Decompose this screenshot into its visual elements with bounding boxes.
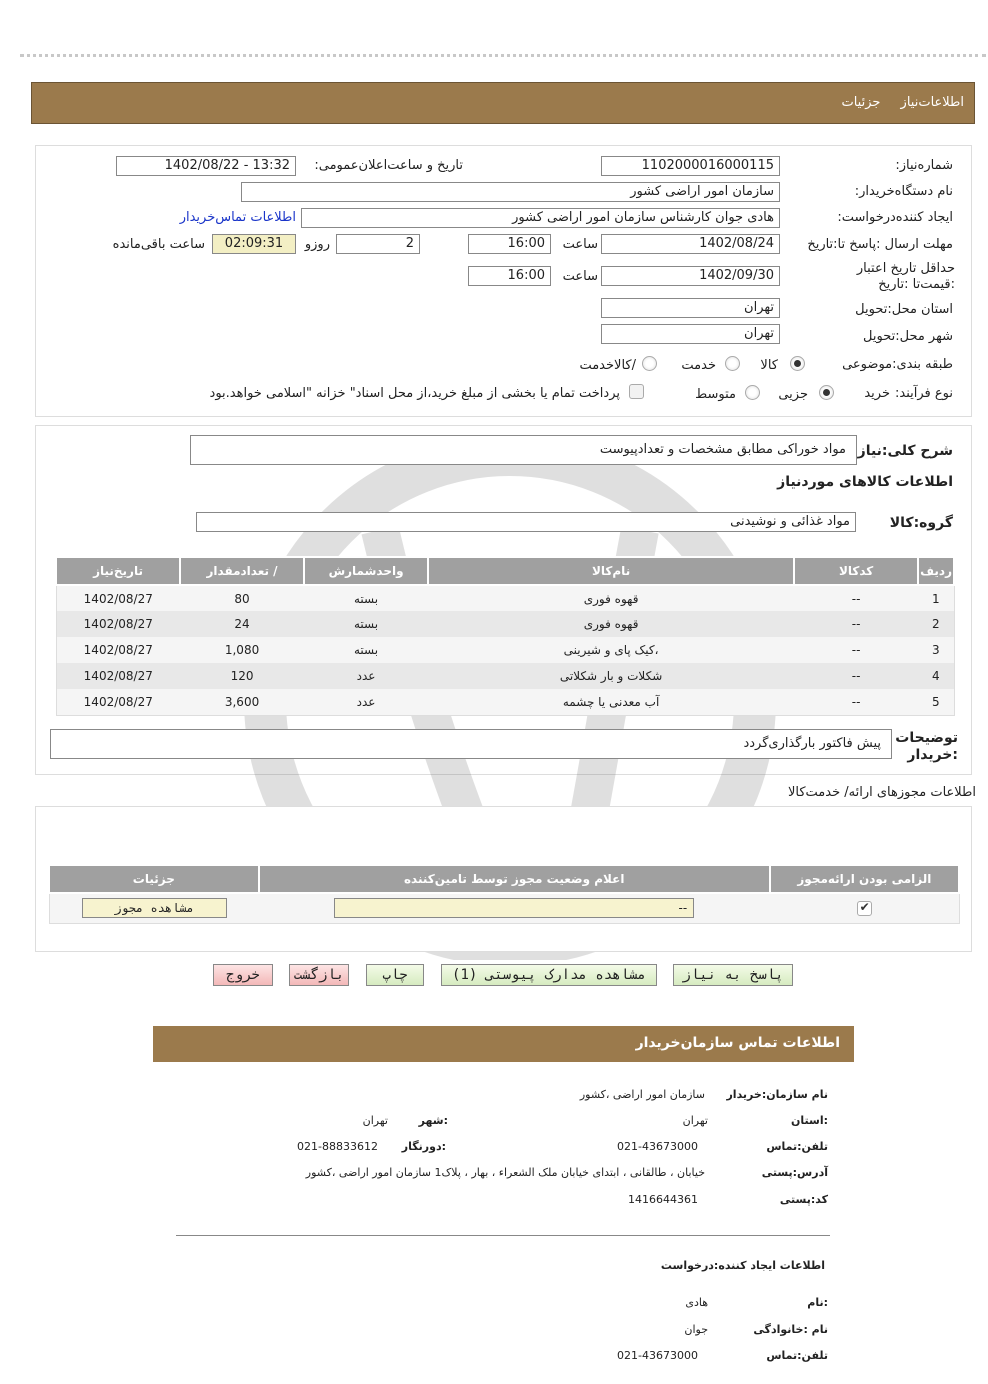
cell-quantity: 3,600 [180, 689, 304, 715]
contact-city-value: تهران [362, 1114, 388, 1127]
treasury-note: پرداخت تمام یا بخشی از مبلغ خرید،از محل اسناد" خزانه "اسلامی خواهد.بود [209, 386, 620, 401]
buyer-notes-label: توضیحات :خریدار [895, 730, 958, 763]
deadline-time-field: 16:00 [468, 234, 551, 254]
cell-unit: عدد [304, 689, 428, 715]
cell-row: 4 [918, 663, 954, 689]
cell-name: قهوه فوری [428, 611, 794, 637]
cell-date: 1402/08/27 [56, 663, 180, 689]
creator-name-value: هادی [685, 1296, 708, 1309]
remaining-time-field: 02:09:31 [212, 234, 296, 254]
cell-code: -- [794, 611, 918, 637]
cell-date: 1402/08/27 [56, 611, 180, 637]
process-partial-label: جزیی [778, 387, 808, 402]
process-buy-label: خرید [864, 386, 890, 401]
table-row [56, 689, 954, 715]
province-label: استان محل:تحویل [855, 302, 953, 317]
announce-field: 1402/08/22 - 13:32 [116, 156, 296, 176]
col-code: کدکالا [794, 557, 918, 585]
category-label: طبقه بندی:موضوعی [842, 357, 953, 372]
contact-header: اطلاعات تماس سازمان‌خریدار [153, 1026, 854, 1062]
cell-quantity: 1,080 [180, 637, 304, 663]
view-permit-button[interactable]: مشاهده مجوز [82, 898, 227, 918]
cell-date: 1402/08/27 [56, 637, 180, 663]
contact-province-label: :استان [791, 1114, 828, 1127]
process-medium-radio[interactable] [745, 385, 760, 400]
city-label: شهر محل:تحویل [863, 329, 953, 344]
permit-details-cell [49, 893, 259, 923]
buyer-org-field: سازمان امور اراضی کشور [241, 182, 780, 202]
tab-details[interactable]: جزئیات [841, 95, 881, 110]
cell-unit: بسته [304, 585, 428, 611]
permit-required-cell [770, 893, 959, 923]
col-date: تاریخ‌نیاز [56, 557, 180, 585]
category-goods-radio[interactable] [790, 356, 805, 371]
permit-status-cell [259, 893, 770, 923]
table-row [56, 637, 954, 663]
table-row [56, 611, 954, 637]
category-both-radio[interactable] [642, 356, 657, 371]
days-field: 2 [336, 234, 420, 254]
creator-family-label: نام :خانوادگی [753, 1323, 828, 1336]
permits-table [48, 864, 960, 924]
cell-code: -- [794, 585, 918, 611]
reply-button[interactable]: پاسخ به نیاز [673, 964, 793, 986]
permit-required-checkbox[interactable] [857, 901, 872, 916]
creator-field: هادی جوان کارشناس سازمان امور اراضی کشور [301, 208, 780, 228]
cell-date: 1402/08/27 [56, 689, 180, 715]
contact-address-label: آدرس:پستی [761, 1166, 828, 1179]
cell-row: 3 [918, 637, 954, 663]
contact-address-value: خیابان ، طالقانی ، ابتدای خیابان ملک الشعراء ، بهار ، پلاک1 سازمان امور اراضی ،کشور [305, 1166, 705, 1179]
category-both-label: /کالاخدمت [579, 358, 636, 373]
back-button[interactable]: بازگشت [289, 964, 349, 986]
remaining-label: ساعت باقی‌مانده [112, 237, 205, 252]
creator-name-label: :نام [807, 1296, 828, 1309]
creator-family-value: جوان [684, 1323, 708, 1336]
cell-quantity: 24 [180, 611, 304, 637]
cell-name: ،کیک پای و شیرینی [428, 637, 794, 663]
col-name: نام‌کالا [428, 557, 794, 585]
group-field: مواد غذائی و نوشیدنی [196, 512, 856, 532]
contact-postal-label: کد:پستی [779, 1193, 828, 1206]
contact-postal-value: 1416644361 [628, 1193, 698, 1206]
days-label: روزو [304, 237, 330, 252]
exit-button[interactable]: خروج [213, 964, 273, 986]
goods-table-header [56, 557, 954, 585]
col-permit-details: جزئیات [49, 865, 259, 893]
page-header [31, 82, 975, 124]
contact-org-label: نام سازمان:خریدار [726, 1088, 828, 1101]
treasury-checkbox[interactable] [629, 384, 644, 399]
cell-row: 5 [918, 689, 954, 715]
validity-label: حداقل تاریخ اعتبار :قیمت‌تا :تاریخ [856, 261, 955, 292]
cell-quantity: 80 [180, 585, 304, 611]
permits-table-header [49, 865, 959, 893]
contact-province-value: تهران [682, 1114, 708, 1127]
goods-table [55, 556, 955, 716]
summary-label: شرح کلی:نیاز [857, 443, 953, 459]
need-number-field: 1102000016000115 [601, 156, 780, 176]
process-label: نوع فرآیند: [895, 386, 953, 401]
category-goods-label: کالا [760, 358, 778, 373]
attachments-button[interactable]: مشاهده مدارک پیوستی (1) [441, 964, 657, 986]
cell-date: 1402/08/27 [56, 585, 180, 611]
cell-unit: بسته [304, 611, 428, 637]
deadline-date-field: 1402/08/24 [601, 234, 780, 254]
cell-name: قهوه فوری [428, 585, 794, 611]
contact-phone-label: تلفن:تماس [766, 1140, 828, 1153]
col-permit-status: اعلام وضعیت مجوز توسط تامین‌کننده [259, 865, 770, 893]
deadline-label: مهلت ارسال :پاسخ تا:تاریخ [807, 237, 953, 252]
cell-name: آب معدنی یا چشمه [428, 689, 794, 715]
tab-need-info[interactable]: اطلاعات‌نیاز [900, 95, 964, 110]
contact-phone-value: 021-43673000 [617, 1140, 698, 1153]
buyer-contact-link[interactable] [180, 210, 296, 225]
cell-row: 2 [918, 611, 954, 637]
province-field: تهران [601, 298, 780, 318]
validity-time-label: ساعت [562, 269, 598, 284]
announce-label: تاریخ و ساعت‌اعلان‌عمومی: [314, 158, 463, 173]
validity-date-field: 1402/09/30 [601, 266, 780, 286]
cell-name: شکلات و بار شکلاتی [428, 663, 794, 689]
cell-unit: بسته [304, 637, 428, 663]
creator-phone-value: 021-43673000 [617, 1349, 698, 1362]
buyer-org-label: نام دستگاه‌خریدار: [854, 184, 953, 199]
process-medium-label: متوسط [695, 387, 736, 402]
cell-code: -- [794, 637, 918, 663]
contact-fax-label: :دورنگار [401, 1140, 446, 1153]
col-quantity: / تعدادمقدار [180, 557, 304, 585]
creator-phone-label: تلفن:تماس [766, 1349, 828, 1362]
col-unit: واحدشمارش [304, 557, 428, 585]
creator-label: ایجاد کننده‌درخواست: [837, 210, 953, 225]
buyer-contact-link-text[interactable]: اطلاعات تماس‌خریدار [179, 210, 296, 225]
deadline-time-label: ساعت [562, 237, 598, 252]
need-number-label: شماره‌نیاز: [895, 158, 953, 173]
summary-field: مواد خوراکی مطابق مشخصات و تعدادپیوست [190, 435, 857, 465]
goods-info-title: اطلاعات کالاهای موردنیاز [777, 474, 953, 490]
permits-title: اطلاعات مجوزهای ارائه/ خدمت‌کالا [787, 785, 976, 800]
contact-divider [176, 1235, 830, 1236]
category-service-radio[interactable] [725, 356, 740, 371]
city-field: تهران [601, 324, 780, 344]
buyer-notes-field: پیش فاکتور بارگذاری‌گردد [50, 729, 892, 759]
table-row [56, 663, 954, 689]
process-partial-radio[interactable] [819, 385, 834, 400]
table-row [56, 585, 954, 611]
contact-city-label: :شهر [418, 1114, 448, 1127]
cell-code: -- [794, 689, 918, 715]
cell-code: -- [794, 663, 918, 689]
col-row: ردیف [918, 557, 954, 585]
category-service-label: خدمت [681, 358, 716, 373]
col-permit-required: الزامی بودن ارائه‌مجوز [770, 865, 959, 893]
cell-quantity: 120 [180, 663, 304, 689]
group-label: گروه:کالا [889, 515, 953, 531]
top-divider [20, 54, 986, 57]
cell-unit: عدد [304, 663, 428, 689]
print-button[interactable]: چاپ [366, 964, 424, 986]
validity-time-field: 16:00 [468, 266, 551, 286]
cell-row: 1 [918, 585, 954, 611]
contact-fax-value: 021-88833612 [297, 1140, 378, 1153]
creator-info-title: اطلاعات ایجاد کننده:درخواست [660, 1259, 825, 1272]
table-row [49, 893, 959, 923]
contact-org-value: سازمان امور اراضی ،کشور [579, 1088, 705, 1101]
permit-status-field: -- [334, 898, 694, 918]
